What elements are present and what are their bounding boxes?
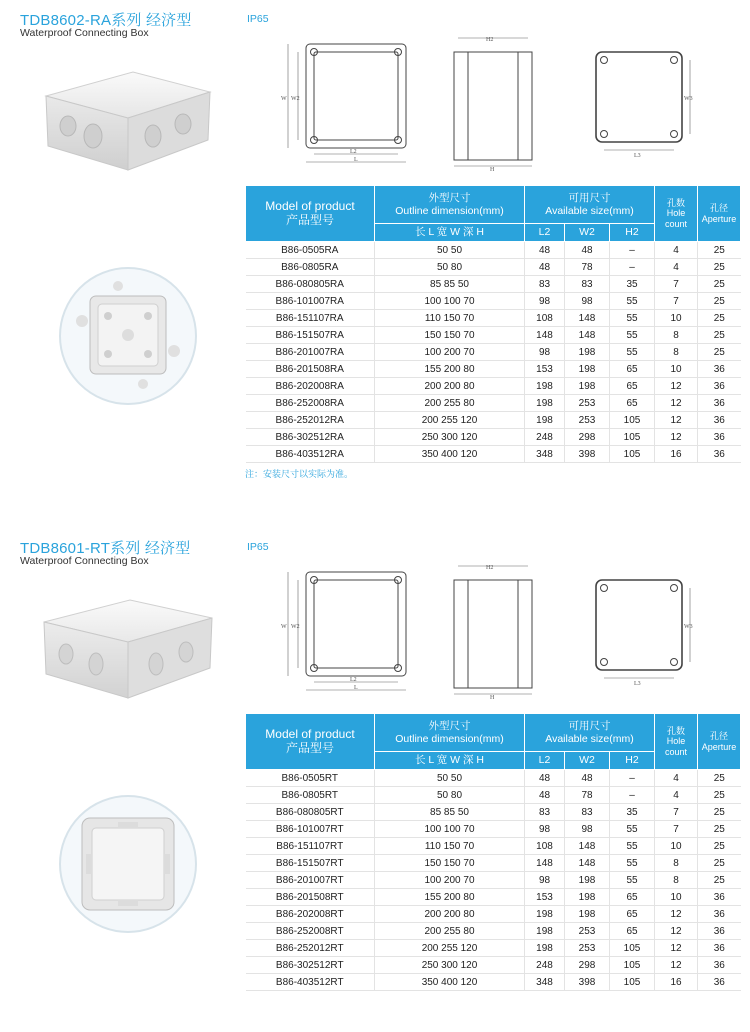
cell-w2: 253 [565, 940, 610, 957]
cell-w2: 398 [565, 446, 610, 463]
cell-w2: 198 [565, 344, 610, 361]
section-title: TDB8601-RT系列 经济型 [20, 540, 191, 557]
table-row [246, 378, 741, 395]
cell-l2: 348 [525, 446, 565, 463]
table-row [246, 940, 741, 957]
cell-l2: 198 [525, 378, 565, 395]
header-l2: L2 [525, 752, 565, 770]
table-row [246, 872, 741, 889]
cell-aperture: 36 [698, 412, 741, 429]
cell-model: B86-151507RT [246, 855, 375, 872]
install-note: 注：安装尺寸以实际为准。 [245, 469, 354, 479]
cell-w2: 253 [565, 395, 610, 412]
cell-outline: 250 300 120 [375, 957, 525, 974]
cell-l2: 198 [525, 412, 565, 429]
cell-w2: 148 [565, 310, 610, 327]
cell-w2: 98 [565, 293, 610, 310]
cell-w2: 298 [565, 429, 610, 446]
cell-holes: 12 [655, 412, 698, 429]
dim-label-w2: W2 [291, 624, 300, 630]
cell-outline: 85 85 50 [375, 804, 525, 821]
cell-h2: 105 [610, 957, 655, 974]
cell-model: B86-201007RA [246, 344, 375, 361]
cell-outline: 250 300 120 [375, 429, 525, 446]
cell-holes: 8 [655, 855, 698, 872]
dim-label-w3: W3 [684, 96, 693, 102]
cell-w2: 98 [565, 821, 610, 838]
cell-aperture: 36 [698, 940, 741, 957]
cell-aperture: 25 [698, 276, 741, 293]
cell-l2: 108 [525, 310, 565, 327]
cell-h2: 65 [610, 923, 655, 940]
cell-w2: 148 [565, 855, 610, 872]
table-row [246, 787, 741, 804]
cell-l2: 98 [525, 872, 565, 889]
spec-table [245, 185, 741, 463]
cell-outline: 50 50 [375, 242, 525, 259]
cell-outline: 150 150 70 [375, 855, 525, 872]
ip-rating: IP65 [247, 13, 269, 25]
cell-h2: 65 [610, 361, 655, 378]
dim-label-l3: L3 [634, 153, 641, 159]
cell-holes: 4 [655, 242, 698, 259]
cell-model: B86-101007RA [246, 293, 375, 310]
cell-l2: 98 [525, 821, 565, 838]
cell-holes: 12 [655, 940, 698, 957]
cell-w2: 83 [565, 804, 610, 821]
cell-w2: 148 [565, 327, 610, 344]
header-model: Model of product 产品型号 [246, 714, 375, 770]
cell-holes: 16 [655, 974, 698, 991]
dim-label-h2: H2 [486, 37, 494, 43]
cell-h2: – [610, 242, 655, 259]
cell-outline: 200 255 80 [375, 395, 525, 412]
cell-model: B86-202008RA [246, 378, 375, 395]
dim-label-w: W [281, 624, 287, 630]
cell-holes: 10 [655, 361, 698, 378]
cell-holes: 4 [655, 259, 698, 276]
cell-model: B86-201007RT [246, 872, 375, 889]
cell-aperture: 36 [698, 906, 741, 923]
table-row [246, 804, 741, 821]
cell-holes: 16 [655, 446, 698, 463]
cell-holes: 12 [655, 395, 698, 412]
cell-model: B86-151507RA [246, 327, 375, 344]
cell-h2: 55 [610, 855, 655, 872]
cell-h2: 55 [610, 838, 655, 855]
cell-l2: 153 [525, 361, 565, 378]
cell-h2: 105 [610, 974, 655, 991]
cell-w2: 253 [565, 923, 610, 940]
cell-h2: – [610, 787, 655, 804]
cell-h2: 65 [610, 906, 655, 923]
dim-label-l: L [354, 685, 358, 691]
dim-label-w3: W3 [684, 624, 693, 630]
cell-aperture: 25 [698, 787, 741, 804]
cell-aperture: 36 [698, 957, 741, 974]
cell-l2: 48 [525, 242, 565, 259]
cell-aperture: 25 [698, 821, 741, 838]
cell-aperture: 25 [698, 327, 741, 344]
cell-model: B86-0505RT [246, 770, 375, 787]
cell-model: B86-302512RA [246, 429, 375, 446]
cell-aperture: 36 [698, 361, 741, 378]
cell-model: B86-252008RT [246, 923, 375, 940]
cell-holes: 7 [655, 276, 698, 293]
cell-w2: 298 [565, 957, 610, 974]
cell-w2: 198 [565, 872, 610, 889]
cell-model: B86-252008RA [246, 395, 375, 412]
cell-model: B86-080805RA [246, 276, 375, 293]
product-photo-inside [58, 794, 198, 934]
cell-h2: 55 [610, 310, 655, 327]
cell-l2: 198 [525, 395, 565, 412]
table-row [246, 361, 741, 378]
cell-h2: 55 [610, 872, 655, 889]
cell-model: B86-403512RT [246, 974, 375, 991]
cell-l2: 98 [525, 293, 565, 310]
table-row [246, 429, 741, 446]
table-row [246, 889, 741, 906]
header-available: 可用尺寸 Available size(mm) [525, 186, 655, 224]
cell-w2: 198 [565, 378, 610, 395]
cell-holes: 12 [655, 906, 698, 923]
cell-holes: 4 [655, 770, 698, 787]
cell-model: B86-252012RA [246, 412, 375, 429]
table-row [246, 310, 741, 327]
header-l2: L2 [525, 224, 565, 242]
cell-l2: 83 [525, 804, 565, 821]
header-outline-sub: 长 L 宽 W 深 H [375, 224, 525, 242]
cell-model: B86-201508RT [246, 889, 375, 906]
drawing-front-view [278, 30, 420, 172]
cell-h2: 105 [610, 412, 655, 429]
cell-w2: 198 [565, 906, 610, 923]
cell-w2: 78 [565, 259, 610, 276]
cell-aperture: 36 [698, 923, 741, 940]
cell-outline: 100 200 70 [375, 344, 525, 361]
cell-l2: 148 [525, 855, 565, 872]
cell-outline: 85 85 50 [375, 276, 525, 293]
spec-table-body [246, 770, 741, 991]
dim-label-l2: L2 [350, 677, 357, 683]
cell-l2: 148 [525, 327, 565, 344]
drawing-side-view [444, 30, 544, 172]
cell-outline: 50 80 [375, 787, 525, 804]
spec-table-body [246, 242, 741, 463]
cell-model: B86-080805RT [246, 804, 375, 821]
cell-aperture: 25 [698, 872, 741, 889]
table-row [246, 838, 741, 855]
cell-l2: 348 [525, 974, 565, 991]
cell-l2: 48 [525, 770, 565, 787]
table-row [246, 395, 741, 412]
cell-holes: 12 [655, 957, 698, 974]
cell-model: B86-0805RA [246, 259, 375, 276]
header-w2: W2 [565, 752, 610, 770]
cell-w2: 198 [565, 361, 610, 378]
header-h2: H2 [610, 752, 655, 770]
cell-outline: 50 80 [375, 259, 525, 276]
table-row [246, 412, 741, 429]
cell-l2: 48 [525, 259, 565, 276]
cell-model: B86-403512RA [246, 446, 375, 463]
cell-holes: 8 [655, 344, 698, 361]
dim-label-h2: H2 [486, 565, 494, 571]
cell-h2: 105 [610, 446, 655, 463]
cell-outline: 100 100 70 [375, 821, 525, 838]
cell-holes: 7 [655, 821, 698, 838]
header-hole-count: 孔数 Hole count [655, 714, 698, 770]
cell-aperture: 25 [698, 293, 741, 310]
table-row [246, 276, 741, 293]
cell-h2: 65 [610, 889, 655, 906]
cell-outline: 100 100 70 [375, 293, 525, 310]
cell-model: B86-252012RT [246, 940, 375, 957]
table-row [246, 344, 741, 361]
cell-aperture: 25 [698, 310, 741, 327]
cell-outline: 50 50 [375, 770, 525, 787]
section-title: TDB8602-RA系列 经济型 [20, 12, 192, 29]
header-outline-sub: 长 L 宽 W 深 H [375, 752, 525, 770]
cell-holes: 10 [655, 889, 698, 906]
cell-holes: 8 [655, 327, 698, 344]
cell-l2: 98 [525, 344, 565, 361]
cell-model: B86-101007RT [246, 821, 375, 838]
product-photo-box [38, 66, 218, 174]
table-row [246, 855, 741, 872]
header-outline: 外型尺寸 Outline dimension(mm) [375, 186, 525, 224]
drawing-front-view [278, 558, 420, 700]
cell-h2: 55 [610, 327, 655, 344]
cell-holes: 12 [655, 378, 698, 395]
cell-outline: 200 200 80 [375, 906, 525, 923]
table-row [246, 770, 741, 787]
cell-aperture: 36 [698, 446, 741, 463]
dim-label-l3: L3 [634, 681, 641, 687]
cell-aperture: 25 [698, 838, 741, 855]
cell-model: B86-151107RT [246, 838, 375, 855]
header-aperture: 孔径 Aperture [698, 714, 741, 770]
cell-model: B86-202008RT [246, 906, 375, 923]
cell-model: B86-0505RA [246, 242, 375, 259]
cell-w2: 253 [565, 412, 610, 429]
table-row [246, 293, 741, 310]
section-subtitle: Waterproof Connecting Box [20, 555, 149, 567]
table-row [246, 327, 741, 344]
cell-h2: 65 [610, 378, 655, 395]
cell-w2: 78 [565, 787, 610, 804]
cell-h2: 105 [610, 429, 655, 446]
cell-outline: 200 200 80 [375, 378, 525, 395]
section-subtitle: Waterproof Connecting Box [20, 27, 149, 39]
header-w2: W2 [565, 224, 610, 242]
cell-holes: 4 [655, 787, 698, 804]
cell-outline: 200 255 120 [375, 940, 525, 957]
dim-label-w2: W2 [291, 96, 300, 102]
header-outline: 外型尺寸 Outline dimension(mm) [375, 714, 525, 752]
cell-l2: 248 [525, 957, 565, 974]
spec-table [245, 713, 741, 991]
header-aperture: 孔径 Aperture [698, 186, 741, 242]
cell-l2: 248 [525, 429, 565, 446]
cell-model: B86-201508RA [246, 361, 375, 378]
section-ra [0, 0, 750, 500]
cell-l2: 108 [525, 838, 565, 855]
drawing-back-view [586, 558, 698, 700]
table-row [246, 242, 741, 259]
cell-model: B86-151107RA [246, 310, 375, 327]
table-row [246, 446, 741, 463]
table-row [246, 974, 741, 991]
product-photo-box [38, 594, 218, 702]
cell-aperture: 25 [698, 242, 741, 259]
product-photo-inside [58, 266, 198, 406]
cell-model: B86-0805RT [246, 787, 375, 804]
cell-outline: 350 400 120 [375, 446, 525, 463]
dim-label-w: W [281, 96, 287, 102]
header-h2: H2 [610, 224, 655, 242]
cell-outline: 350 400 120 [375, 974, 525, 991]
cell-holes: 8 [655, 872, 698, 889]
cell-holes: 7 [655, 293, 698, 310]
cell-h2: 105 [610, 940, 655, 957]
cell-aperture: 25 [698, 344, 741, 361]
cell-outline: 100 200 70 [375, 872, 525, 889]
cell-w2: 398 [565, 974, 610, 991]
cell-h2: – [610, 770, 655, 787]
table-row [246, 259, 741, 276]
cell-w2: 48 [565, 242, 610, 259]
cell-l2: 198 [525, 923, 565, 940]
cell-holes: 10 [655, 838, 698, 855]
dim-label-h: H [490, 695, 495, 700]
cell-w2: 198 [565, 889, 610, 906]
cell-aperture: 36 [698, 378, 741, 395]
cell-h2: 65 [610, 395, 655, 412]
header-hole-count: 孔数 Hole count [655, 186, 698, 242]
cell-holes: 7 [655, 804, 698, 821]
cell-outline: 155 200 80 [375, 889, 525, 906]
cell-aperture: 25 [698, 855, 741, 872]
drawing-back-view [586, 30, 698, 172]
cell-model: B86-302512RT [246, 957, 375, 974]
cell-holes: 12 [655, 429, 698, 446]
cell-outline: 200 255 80 [375, 923, 525, 940]
cell-holes: 10 [655, 310, 698, 327]
table-row [246, 906, 741, 923]
cell-h2: – [610, 259, 655, 276]
table-row [246, 923, 741, 940]
dim-label-l: L [354, 157, 358, 163]
table-row [246, 957, 741, 974]
cell-aperture: 36 [698, 429, 741, 446]
cell-outline: 200 255 120 [375, 412, 525, 429]
cell-l2: 198 [525, 906, 565, 923]
cell-l2: 198 [525, 940, 565, 957]
cell-h2: 55 [610, 821, 655, 838]
table-row [246, 821, 741, 838]
cell-aperture: 36 [698, 889, 741, 906]
cell-l2: 153 [525, 889, 565, 906]
cell-w2: 83 [565, 276, 610, 293]
cell-h2: 35 [610, 276, 655, 293]
header-model: Model of product 产品型号 [246, 186, 375, 242]
cell-h2: 55 [610, 293, 655, 310]
cell-aperture: 36 [698, 395, 741, 412]
cell-h2: 55 [610, 344, 655, 361]
drawing-side-view [444, 558, 544, 700]
section-rt [0, 528, 750, 1028]
cell-aperture: 36 [698, 974, 741, 991]
cell-l2: 48 [525, 787, 565, 804]
cell-w2: 148 [565, 838, 610, 855]
dim-label-l2: L2 [350, 149, 357, 155]
cell-aperture: 25 [698, 804, 741, 821]
header-available: 可用尺寸 Available size(mm) [525, 714, 655, 752]
dim-label-h: H [490, 167, 495, 172]
cell-holes: 12 [655, 923, 698, 940]
cell-aperture: 25 [698, 259, 741, 276]
cell-outline: 155 200 80 [375, 361, 525, 378]
cell-aperture: 25 [698, 770, 741, 787]
cell-outline: 110 150 70 [375, 310, 525, 327]
cell-outline: 150 150 70 [375, 327, 525, 344]
cell-w2: 48 [565, 770, 610, 787]
cell-h2: 35 [610, 804, 655, 821]
cell-outline: 110 150 70 [375, 838, 525, 855]
cell-l2: 83 [525, 276, 565, 293]
ip-rating: IP65 [247, 541, 269, 553]
